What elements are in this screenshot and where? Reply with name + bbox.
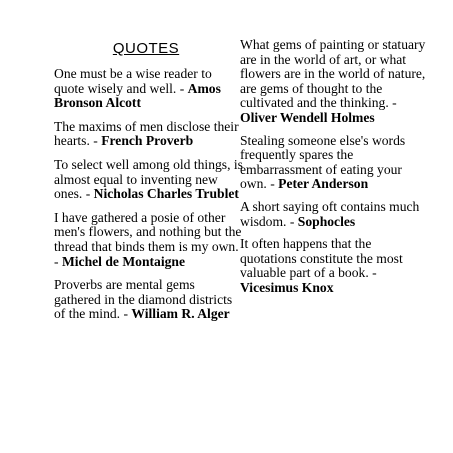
quote-text: One must be a wise reader to quote wisely and well. — [54, 66, 212, 96]
left-column — [54, 38, 244, 331]
quote-author: French Proverb — [101, 133, 194, 149]
quote-author: William R. Alger — [131, 306, 230, 322]
quote-text: The maxims of men disclose their hearts. — [54, 118, 239, 149]
quote-text: Stealing someone else's words frequently spares the embarrassment of eating your own. — [240, 132, 406, 192]
quote-item — [240, 38, 430, 126]
quote-author: Nicholas Charles Trublet — [93, 186, 239, 202]
quote-item — [240, 200, 430, 229]
quote-author: Michel de Montaigne — [61, 253, 186, 269]
quote-author: Oliver Wendell Holmes — [240, 109, 375, 125]
quote-item — [240, 237, 430, 295]
quote-text: A short saying oft contains much wisdom. — [240, 198, 420, 229]
quote-text: It often happens that the quotations constitute the most valuable part of a book. — [240, 236, 403, 281]
quote-item — [54, 158, 244, 202]
quote-separator: - — [368, 265, 377, 281]
quote-separator: - — [82, 186, 94, 202]
quote-separator: - — [176, 80, 188, 96]
quote-item — [54, 211, 244, 269]
quote-item — [54, 67, 244, 111]
quote-separator: - — [388, 95, 397, 111]
quote-item — [54, 278, 244, 322]
quote-separator: - — [54, 253, 62, 269]
quote-item — [54, 120, 244, 149]
right-column — [240, 38, 430, 304]
page-title: QUOTES — [112, 40, 180, 57]
quote-author: Vicesimus Knox — [240, 279, 334, 295]
quote-text: What gems of painting or statuary are in the world of art, or what flowers are in the world of nature, are gems of thought to the cultivated and the thinking. — [240, 37, 426, 111]
quote-separator: - — [266, 176, 279, 192]
quote-author: Peter Anderson — [278, 176, 369, 192]
quote-text: I have gathered a posie of other men's flowers, and nothing but the thread that binds them is my own. — [54, 209, 242, 254]
quote-author: Sophocles — [297, 213, 356, 229]
quote-item — [240, 134, 430, 192]
quote-text: Proverbs are mental gems gathered in the diamond districts of the mind. — [54, 277, 233, 322]
quote-separator: - — [89, 133, 102, 149]
quote-author: Amos Bronson Alcott — [54, 80, 221, 111]
quote-text: To select well among old things, is almost equal to inventing new ones. — [54, 156, 243, 202]
quote-separator: - — [286, 213, 298, 229]
quote-separator: - — [120, 306, 132, 322]
